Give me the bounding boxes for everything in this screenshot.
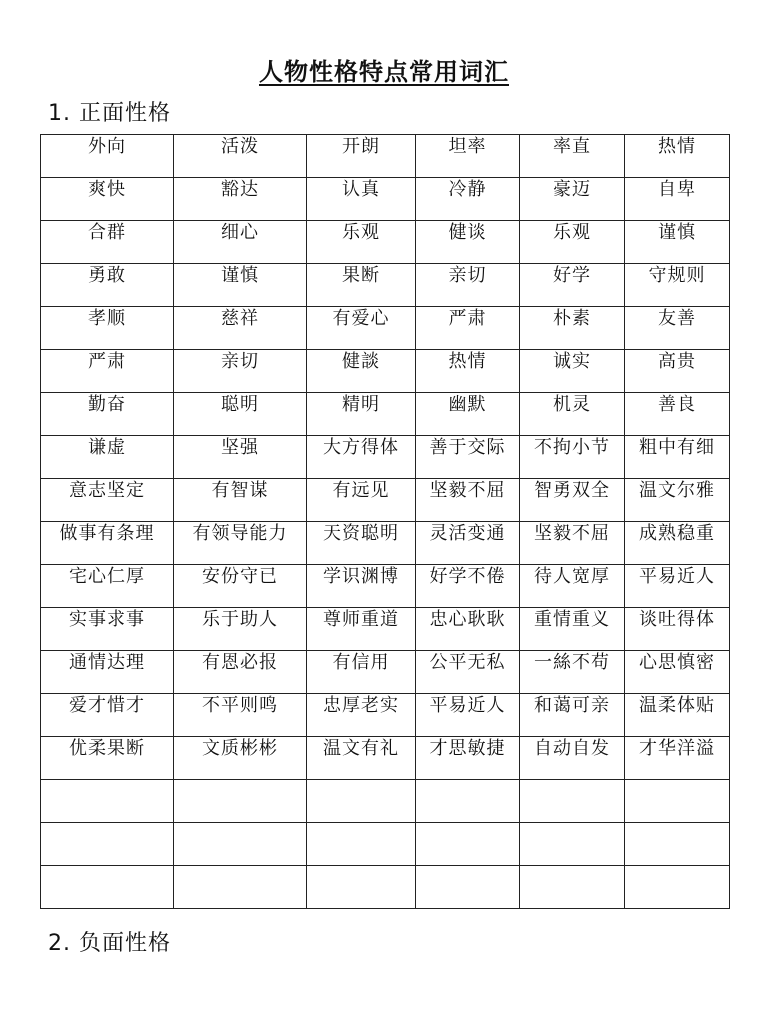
trait-word: 做事有条理 (59, 523, 155, 544)
table-cell (307, 823, 416, 866)
table-cell (625, 350, 730, 393)
table-cell (174, 737, 307, 780)
table-cell (416, 264, 520, 307)
trait-word: 慈祥 (221, 308, 259, 329)
trait-word: 不平则鸣 (202, 695, 278, 716)
table-cell (307, 307, 416, 350)
table-cell (520, 479, 625, 522)
table-cell (416, 780, 520, 823)
trait-word: 和蔼可亲 (534, 695, 610, 716)
table-row (41, 479, 730, 522)
trait-word (307, 823, 415, 824)
trait-word: 乐于助人 (202, 609, 278, 630)
trait-word: 健谈 (448, 222, 487, 243)
table-cell (416, 393, 520, 436)
table-row (41, 264, 730, 307)
trait-word: 谦虚 (88, 437, 126, 458)
table-cell (416, 737, 520, 780)
table-cell (520, 608, 625, 651)
table-cell (625, 737, 730, 780)
table-cell (174, 178, 307, 221)
table-cell (520, 780, 625, 823)
table-cell (41, 780, 174, 823)
table-cell (41, 694, 174, 737)
table-cell (41, 565, 174, 608)
table-cell (520, 694, 625, 737)
trait-word: 坚毅不屈 (429, 480, 506, 501)
table-cell (174, 264, 307, 307)
trait-word: 忠厚老实 (323, 695, 399, 716)
table-row (41, 866, 730, 909)
trait-word: 才华洋溢 (639, 738, 715, 759)
table-cell (174, 350, 307, 393)
trait-word (520, 866, 624, 867)
table-cell (41, 608, 174, 651)
table-cell (174, 522, 307, 565)
trait-word: 开朗 (342, 136, 380, 157)
trait-word: 实事求事 (69, 609, 145, 630)
table-cell (625, 608, 730, 651)
table-cell (625, 436, 730, 479)
table-cell (625, 221, 730, 264)
trait-word: 勇敢 (88, 265, 126, 286)
trait-word: 亲切 (221, 351, 259, 372)
table-cell (625, 135, 730, 178)
trait-word: 活泼 (221, 136, 259, 157)
table-cell (174, 436, 307, 479)
table-cell (41, 221, 174, 264)
table-cell (416, 694, 520, 737)
trait-word (174, 866, 306, 867)
table-cell (174, 780, 307, 823)
trait-word: 合群 (88, 222, 126, 243)
table-cell (307, 264, 416, 307)
table-cell (174, 135, 307, 178)
section-heading-negative: 2. 负面性格 (48, 931, 171, 956)
table-cell (520, 178, 625, 221)
positive-traits-table (40, 134, 730, 909)
table-cell (307, 479, 416, 522)
trait-word (416, 780, 519, 781)
table-cell (416, 436, 520, 479)
table-cell (520, 307, 625, 350)
trait-word: 豪迈 (553, 179, 591, 200)
trait-word: 乐观 (342, 222, 380, 243)
trait-word: 细心 (221, 222, 259, 243)
table-cell (625, 823, 730, 866)
trait-word: 有恩必报 (202, 652, 278, 673)
trait-word: 率直 (553, 136, 591, 157)
trait-word: 平易近人 (429, 695, 506, 716)
table-cell (307, 178, 416, 221)
table-cell (174, 307, 307, 350)
trait-word (625, 823, 729, 824)
table-cell (416, 608, 520, 651)
trait-word: 爱才惜才 (69, 695, 145, 716)
table-cell (307, 565, 416, 608)
trait-word: 外向 (88, 136, 126, 157)
table-cell (520, 135, 625, 178)
trait-word: 大方得体 (323, 437, 399, 458)
trait-word: 文质彬彬 (202, 738, 278, 759)
trait-word: 粗中有细 (639, 437, 715, 458)
table-cell (520, 522, 625, 565)
trait-word (625, 780, 729, 781)
trait-word: 公平无私 (429, 652, 506, 673)
table-cell (416, 221, 520, 264)
trait-word: 好学 (553, 265, 591, 286)
table-row (41, 651, 730, 694)
table-cell (174, 823, 307, 866)
trait-word: 热情 (658, 136, 696, 157)
trait-word: 不拘小节 (534, 437, 610, 458)
table-cell (41, 479, 174, 522)
table-cell (307, 651, 416, 694)
trait-word: 精明 (342, 394, 380, 415)
trait-word: 优柔果断 (69, 738, 145, 759)
trait-word (174, 823, 306, 824)
trait-word: 善良 (658, 394, 696, 415)
table-cell (41, 307, 174, 350)
table-cell (307, 780, 416, 823)
table-cell (520, 436, 625, 479)
table-cell (307, 866, 416, 909)
table-cell (625, 264, 730, 307)
table-cell (41, 178, 174, 221)
table-cell (625, 393, 730, 436)
trait-word: 爽快 (88, 179, 126, 200)
table-cell (520, 221, 625, 264)
trait-word: 聪明 (221, 394, 259, 415)
trait-word: 平易近人 (639, 566, 715, 587)
trait-word: 谨慎 (221, 265, 259, 286)
table-cell (520, 565, 625, 608)
positive-traits-table-body (41, 135, 730, 909)
table-cell (625, 780, 730, 823)
table-row (41, 436, 730, 479)
table-row (41, 393, 730, 436)
table-cell (416, 350, 520, 393)
table-cell (416, 651, 520, 694)
table-cell (625, 866, 730, 909)
table-cell (307, 393, 416, 436)
trait-word: 守规则 (648, 265, 706, 286)
trait-word: 重情重义 (534, 609, 610, 630)
table-cell (41, 651, 174, 694)
trait-word: 安份守已 (202, 566, 278, 587)
trait-word (41, 780, 173, 781)
table-row (41, 178, 730, 221)
trait-word: 幽默 (448, 394, 487, 415)
table-cell (174, 608, 307, 651)
trait-word (416, 866, 519, 867)
trait-word: 天资聪明 (323, 523, 399, 544)
trait-word: 温文有礼 (323, 738, 399, 759)
trait-word: 自动自发 (534, 738, 610, 759)
table-cell (307, 436, 416, 479)
table-cell (307, 135, 416, 178)
trait-word: 坦率 (448, 136, 487, 157)
trait-word: 冷静 (448, 179, 487, 200)
table-cell (520, 350, 625, 393)
trait-word: 乐观 (553, 222, 591, 243)
table-row (41, 565, 730, 608)
document-title (0, 52, 768, 87)
trait-word: 朴素 (553, 308, 591, 329)
table-row (41, 135, 730, 178)
trait-word: 有爱心 (332, 308, 390, 329)
trait-word: 才思敏捷 (429, 738, 506, 759)
table-cell (41, 823, 174, 866)
table-cell (520, 651, 625, 694)
trait-word: 严肃 (448, 308, 487, 329)
trait-word: 有智谋 (211, 480, 269, 501)
table-cell (41, 350, 174, 393)
trait-word: 温文尔雅 (639, 480, 715, 501)
table-cell (41, 264, 174, 307)
table-cell (416, 823, 520, 866)
table-row (41, 350, 730, 393)
table-cell (416, 479, 520, 522)
trait-word: 待人宽厚 (534, 566, 610, 587)
table-row (41, 694, 730, 737)
trait-word: 豁达 (221, 179, 259, 200)
table-row (41, 307, 730, 350)
table-cell (307, 608, 416, 651)
table-cell (416, 565, 520, 608)
trait-word: 宅心仁厚 (69, 566, 145, 587)
table-cell (625, 307, 730, 350)
table-cell (174, 694, 307, 737)
trait-word: 高贵 (658, 351, 696, 372)
trait-word (520, 823, 624, 824)
table-cell (520, 393, 625, 436)
table-cell (174, 221, 307, 264)
table-cell (520, 823, 625, 866)
table-cell (41, 522, 174, 565)
trait-word: 孝顺 (88, 308, 126, 329)
table-row (41, 780, 730, 823)
table-cell (41, 737, 174, 780)
trait-word: 坚毅不屈 (534, 523, 610, 544)
table-cell (520, 866, 625, 909)
trait-word: 尊师重道 (323, 609, 399, 630)
table-cell (174, 479, 307, 522)
table-cell (307, 350, 416, 393)
trait-word (41, 866, 173, 867)
trait-word (41, 823, 173, 824)
trait-word: 有信用 (332, 652, 390, 673)
trait-word: 智勇双全 (534, 480, 610, 501)
trait-word: 有远见 (332, 480, 390, 501)
trait-word (307, 780, 415, 781)
trait-word: 严肃 (88, 351, 126, 372)
trait-word (625, 866, 729, 867)
trait-word: 温柔体贴 (639, 695, 715, 716)
table-row (41, 608, 730, 651)
trait-word: 有领导能力 (192, 523, 288, 544)
table-cell (174, 866, 307, 909)
trait-word: 谨慎 (658, 222, 696, 243)
table-cell (41, 866, 174, 909)
table-row (41, 522, 730, 565)
trait-word: 坚强 (221, 437, 259, 458)
table-cell (520, 737, 625, 780)
trait-word: 谈吐得体 (639, 609, 715, 630)
trait-word (416, 823, 519, 824)
table-cell (416, 135, 520, 178)
trait-word: 亲切 (448, 265, 487, 286)
section-heading-positive: 1. 正面性格 (48, 101, 171, 126)
table-cell (174, 565, 307, 608)
table-cell (625, 694, 730, 737)
trait-word: 机灵 (553, 394, 591, 415)
trait-word: 热情 (448, 351, 487, 372)
trait-word: 灵活变通 (429, 523, 506, 544)
table-cell (41, 393, 174, 436)
table-cell (416, 866, 520, 909)
trait-word: 勤奋 (88, 394, 126, 415)
trait-word: 心思慎密 (639, 652, 715, 673)
trait-word: 自卑 (658, 179, 696, 200)
trait-word: 诚实 (553, 351, 591, 372)
table-cell (307, 694, 416, 737)
trait-word: 好学不倦 (429, 566, 506, 587)
trait-word: 学识渊博 (323, 566, 399, 587)
table-cell (307, 221, 416, 264)
table-cell (41, 436, 174, 479)
trait-word (174, 780, 306, 781)
table-cell (416, 522, 520, 565)
table-cell (520, 264, 625, 307)
trait-word: 健談 (342, 351, 380, 372)
table-cell (625, 651, 730, 694)
trait-word: 通情达理 (69, 652, 145, 673)
table-row (41, 737, 730, 780)
table-cell (174, 651, 307, 694)
trait-word: 成熟稳重 (639, 523, 715, 544)
trait-word: 果断 (342, 265, 380, 286)
trait-word: 善于交际 (429, 437, 506, 458)
table-cell (174, 393, 307, 436)
table-row (41, 221, 730, 264)
table-cell (625, 522, 730, 565)
table-cell (307, 522, 416, 565)
table-row (41, 823, 730, 866)
table-cell (41, 135, 174, 178)
table-cell (625, 565, 730, 608)
table-cell (625, 178, 730, 221)
trait-word: 认真 (342, 179, 380, 200)
trait-word: 友善 (658, 308, 696, 329)
trait-word: 忠心耿耿 (429, 609, 506, 630)
trait-word (520, 780, 624, 781)
trait-word (307, 866, 415, 867)
table-cell (625, 479, 730, 522)
document-title-text: 人物性格特点常用词汇 (259, 58, 509, 86)
trait-word: 意志坚定 (69, 480, 145, 501)
table-cell (416, 307, 520, 350)
table-cell (307, 737, 416, 780)
trait-word: 一絲不苟 (534, 652, 610, 673)
table-cell (416, 178, 520, 221)
